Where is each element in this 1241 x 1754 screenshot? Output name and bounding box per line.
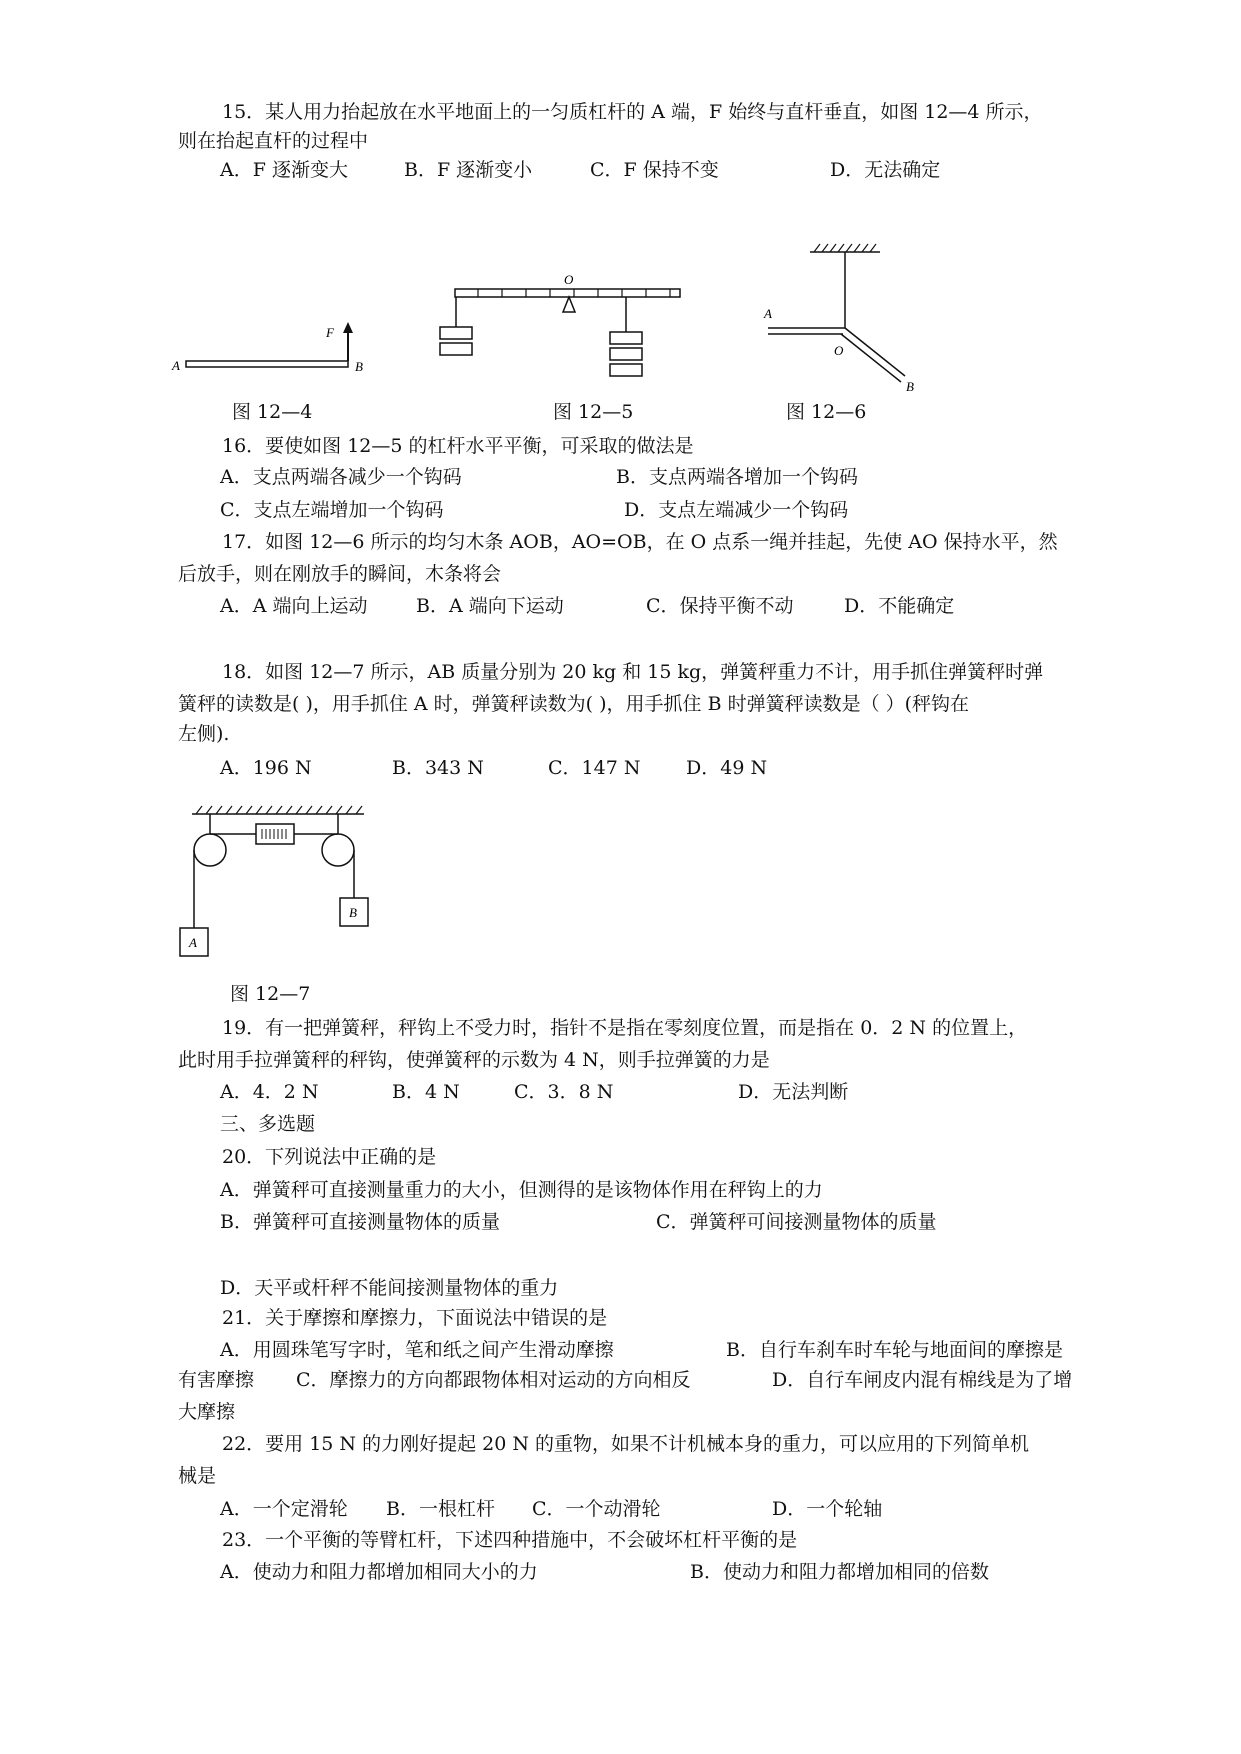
figure-12-7-caption: 图 12—7 <box>230 983 311 1005</box>
q19-option-b: B．4 N <box>392 1081 460 1103</box>
figure-12-5-caption: 图 12—5 <box>553 401 634 423</box>
label-o: O <box>834 343 844 358</box>
q17-stem-line2: 后放手，则在刚放手的瞬间，木条将会 <box>178 563 502 585</box>
q19-stem-line2: 此时用手拉弹簧秤的秤钩，使弹簧秤的示数为 4 N，则手拉弹簧的力是 <box>178 1049 770 1071</box>
figure-12-4 <box>170 318 370 380</box>
q16-option-a: A．支点两端各减少一个钩码 <box>220 466 462 488</box>
q21-option-b-start: B．自行车刹车时车轮与地面间的摩擦是 <box>726 1339 1063 1361</box>
q15-option-a: A．F 逐渐变大 <box>220 159 348 181</box>
left-weight-2 <box>440 343 472 355</box>
q21-stem: 21．关于摩擦和摩擦力，下面说法中错误的是 <box>222 1307 608 1329</box>
q20-option-c: C．弹簧秤可间接测量物体的质量 <box>656 1211 937 1233</box>
q15-option-b: B．F 逐渐变小 <box>404 159 533 181</box>
figure-12-4-caption: 图 12—4 <box>232 401 313 423</box>
q22-stem-line1: 22．要用 15 N 的力刚好提起 20 N 的重物，如果不计机械本身的重力，可以应用的下列简单机 <box>222 1433 1030 1455</box>
q15-stem-line2: 则在抬起直杆的过程中 <box>178 130 369 152</box>
q22-option-c: C．一个动滑轮 <box>532 1498 661 1520</box>
q17-stem-line1: 17．如图 12—6 所示的均匀木条 AOB，AO=OB，在 O 点系一绳并挂起，先使 AO 保持水平，然 <box>222 531 1058 553</box>
right-weight-3 <box>610 364 642 376</box>
q23-option-a: A．使动力和阻力都增加相同大小的力 <box>220 1561 538 1583</box>
right-pulley <box>322 834 354 866</box>
q22-option-a: A．一个定滑轮 <box>220 1498 348 1520</box>
lever-rod <box>186 361 348 367</box>
label-a: A <box>172 358 180 373</box>
q20-option-b: B．弹簧秤可直接测量物体的质量 <box>220 1211 500 1233</box>
q17-option-c: C．保持平衡不动 <box>646 595 794 617</box>
q22-stem-line2: 械是 <box>178 1465 217 1487</box>
q15-stem-line1: 15．某人用力抬起放在水平地面上的一匀质杠杆的 A 端，F 始终与直杆垂直，如图 12—4 所示， <box>222 101 1043 123</box>
q22-option-b: B．一根杠杆 <box>386 1498 495 1520</box>
q20-option-a: A．弹簧秤可直接测量重力的大小，但测得的是该物体作用在秤钩上的力 <box>220 1179 823 1201</box>
q16-option-c: C．支点左端增加一个钩码 <box>220 499 444 521</box>
left-pulley <box>194 834 226 866</box>
q19-option-a: A．4．2 N <box>220 1081 319 1103</box>
label-a: A <box>189 935 197 950</box>
q19-option-c: C．3．8 N <box>514 1081 614 1103</box>
figure-12-6 <box>760 238 920 393</box>
q20-stem: 20．下列说法中正确的是 <box>222 1146 437 1168</box>
q19-option-d: D．无法判断 <box>738 1081 849 1103</box>
q21-option-d-end: 大摩擦 <box>178 1401 236 1423</box>
arm-ob-bottom <box>841 334 901 382</box>
q20-option-d: D．天平或杆秤不能间接测量物体的重力 <box>220 1277 559 1299</box>
arm-ob-top <box>845 328 905 376</box>
left-weight-1 <box>440 327 472 339</box>
figure-12-5 <box>430 262 690 392</box>
label-f: F <box>326 325 334 340</box>
label-a: A <box>764 306 772 321</box>
q18-option-a: A．196 N <box>220 757 312 779</box>
right-weight-2 <box>610 348 642 360</box>
q18-option-c: C．147 N <box>548 757 641 779</box>
q18-stem-line2: 簧秤的读数是( )，用手抓住 A 时，弹簧秤读数为( )，用手抓住 B 时弹簧秤读数是（ ）(秤钩在 <box>178 693 970 715</box>
q18-option-d: D．49 N <box>686 757 768 779</box>
q22-option-d: D．一个轮轴 <box>772 1498 883 1520</box>
q17-option-a: A．A 端向上运动 <box>220 595 368 617</box>
q23-option-b: B．使动力和阻力都增加相同的倍数 <box>690 1561 989 1583</box>
q16-option-b: B．支点两端各增加一个钩码 <box>616 466 858 488</box>
q21-option-c: C．摩擦力的方向都跟物体相对运动的方向相反 <box>296 1369 691 1391</box>
section-heading: 三、多选题 <box>220 1113 316 1135</box>
label-o: O <box>564 272 574 287</box>
fulcrum <box>563 297 575 312</box>
q23-stem: 23．一个平衡的等臂杠杆，下述四种措施中，不会破坏杠杆平衡的是 <box>222 1529 798 1551</box>
label-b: B <box>349 905 357 920</box>
q17-option-d: D．不能确定 <box>844 595 955 617</box>
q18-stem-line1: 18．如图 12—7 所示，AB 质量分别为 20 kg 和 15 kg，弹簧秤重力不计，用手抓住弹簧秤时弹 <box>222 661 1044 683</box>
q21-option-d-start: D．自行车闸皮内混有棉线是为了增 <box>772 1369 1073 1391</box>
force-arrowhead <box>343 322 353 333</box>
figure-12-7 <box>172 802 382 962</box>
label-b: B <box>355 359 363 374</box>
q21-option-a: A．用圆珠笔写字时，笔和纸之间产生滑动摩擦 <box>220 1339 614 1361</box>
q18-option-b: B．343 N <box>392 757 484 779</box>
q16-stem: 16．要使如图 12—5 的杠杆水平平衡，可采取的做法是 <box>222 435 694 457</box>
q17-option-b: B．A 端向下运动 <box>416 595 564 617</box>
q16-option-d: D．支点左端减少一个钩码 <box>624 499 849 521</box>
q18-stem-line3: 左侧). <box>178 723 230 745</box>
q19-stem-line1: 19．有一把弹簧秤，秤钩上不受力时，指针不是指在零刻度位置，而是指在 0．2 N 的位置上， <box>222 1017 1028 1039</box>
figure-12-6-caption: 图 12—6 <box>786 401 867 423</box>
right-weight-1 <box>610 332 642 344</box>
q15-option-c: C．F 保持不变 <box>590 159 719 181</box>
q15-option-d: D．无法确定 <box>830 159 941 181</box>
q21-option-b-end: 有害摩擦 <box>178 1369 255 1391</box>
label-b: B <box>906 379 914 393</box>
